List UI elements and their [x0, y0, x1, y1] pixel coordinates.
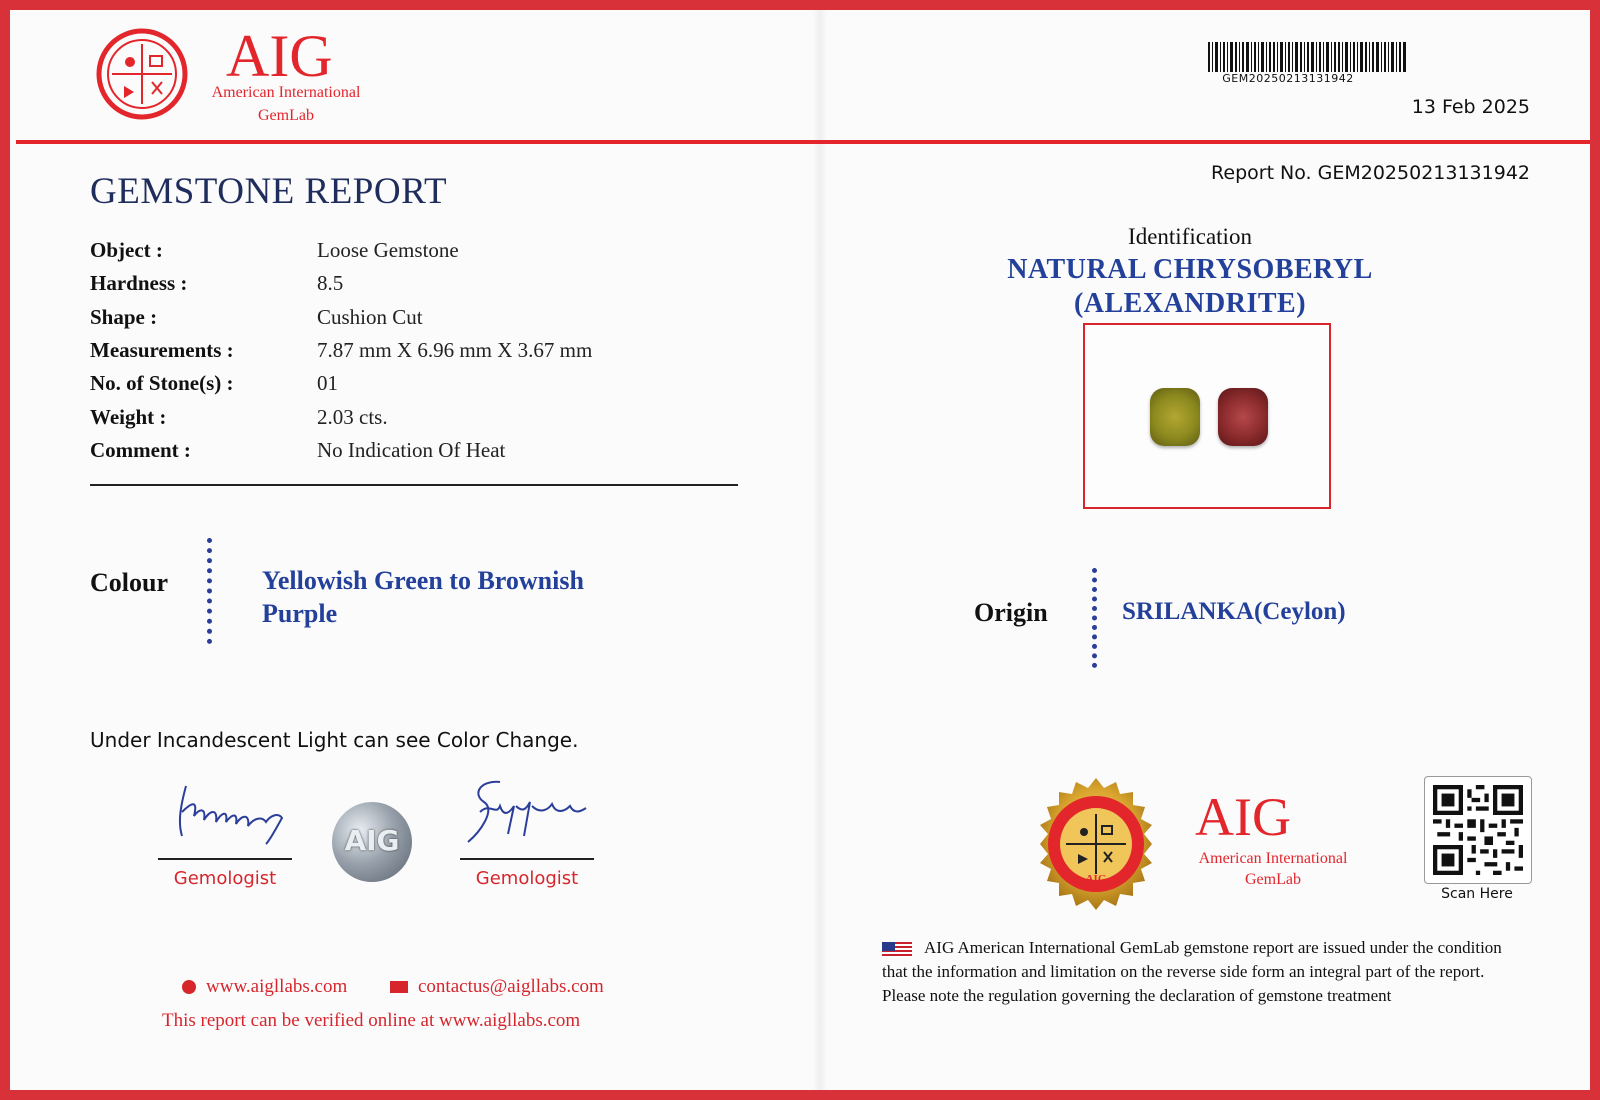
origin-value: SRILANKA(Ceylon)	[1122, 598, 1346, 625]
barcode-bars-icon	[1208, 42, 1408, 72]
colour-value-line1: Yellowish Green to Brownish	[262, 566, 584, 595]
stone-photo-frame	[1083, 323, 1331, 509]
logo-name-line1-left: American International	[211, 84, 361, 101]
detail-label: Measurements :	[90, 338, 234, 362]
email-link[interactable]	[390, 976, 604, 1000]
logo-name-line2-left: GemLab	[258, 107, 314, 124]
detail-value: Cushion Cut	[317, 305, 423, 329]
detail-label: Shape :	[90, 305, 158, 329]
logo-name-line2-right: GemLab	[1245, 871, 1301, 888]
logo-letters-left: AIG	[226, 23, 333, 89]
colour-label: Colour	[90, 568, 168, 597]
detail-value: 01	[317, 371, 338, 395]
envelope-icon	[390, 981, 408, 993]
detail-row-comment	[90, 438, 690, 468]
origin-dotted-divider	[1092, 568, 1101, 668]
page-fold	[813, 10, 827, 1090]
report-date: 13 Feb 2025	[1411, 96, 1530, 118]
detail-value: 2.03 cts.	[317, 405, 388, 429]
report-number: Report No. GEM20250213131942	[1211, 162, 1530, 184]
signature-line-right	[460, 858, 594, 860]
detail-label: No. of Stone(s) :	[90, 371, 234, 395]
seal-icon	[1028, 776, 1164, 912]
detail-row-shape	[90, 305, 690, 335]
colour-value-line2: Purple	[262, 599, 338, 628]
details-divider	[90, 484, 738, 486]
stone-yellowish-green	[1150, 388, 1200, 446]
hologram-sticker	[332, 802, 412, 882]
color-change-note: Under Incandescent Light can see Color Change.	[90, 728, 579, 752]
detail-row-hardness	[90, 271, 690, 301]
header-divider	[16, 140, 1600, 144]
barcode	[1208, 42, 1408, 86]
page-title: GEMSTONE REPORT	[90, 171, 448, 212]
qr-code-box[interactable]	[1424, 776, 1532, 884]
origin-label: Origin	[974, 598, 1048, 627]
hologram-text: AIG	[344, 824, 400, 857]
detail-label: Weight :	[90, 405, 167, 429]
email-text: contactus@aigllabs.com	[418, 976, 604, 997]
signature-scribble-icon	[170, 778, 300, 848]
disclaimer-text: AIG American International GemLab gemstone report are issued under the condition that the information and limitation on the reverse side form an integral part of the report. Please note the regulation governing the declaration of gemstone treatment	[882, 938, 1502, 1005]
identification-label: Identification	[1128, 224, 1252, 249]
signature-line-left	[158, 858, 292, 860]
identification-line1: NATURAL CHRYSOBERYL	[1007, 254, 1373, 285]
website-link[interactable]	[182, 976, 347, 1000]
detail-value: 7.87 mm X 6.96 mm X 3.67 mm	[317, 338, 593, 362]
detail-label: Hardness :	[90, 271, 188, 295]
detail-row-stones	[90, 371, 690, 401]
detail-label: Comment :	[90, 438, 191, 462]
signature-left	[170, 778, 300, 848]
colour-dotted-divider	[207, 538, 216, 644]
aig-logo-left	[96, 28, 188, 120]
detail-label: Object :	[90, 238, 163, 262]
signature-scribble-icon	[460, 772, 590, 847]
detail-value: 8.5	[317, 271, 344, 295]
detail-row-object	[90, 238, 690, 268]
gold-seal	[1028, 776, 1164, 912]
qr-label: Scan Here	[1441, 886, 1513, 902]
logo-letters-right: AIG	[1195, 787, 1291, 847]
signature-right	[460, 772, 590, 847]
gemologist-label-left: Gemologist	[173, 868, 277, 889]
logo-name-line1-right: American International	[1198, 850, 1348, 867]
detail-value: No Indication Of Heat	[317, 438, 506, 462]
stone-brownish-purple	[1218, 388, 1268, 446]
detail-row-weight	[90, 405, 690, 435]
aig-emblem-icon	[96, 28, 188, 120]
qr-code-icon	[1433, 785, 1523, 875]
website-text: www.aigllabs.com	[206, 976, 348, 997]
globe-icon	[182, 980, 196, 994]
identification-line2: (ALEXANDRITE)	[1073, 288, 1307, 319]
gemologist-label-right: Gemologist	[475, 868, 579, 889]
detail-row-measurements	[90, 338, 690, 368]
detail-value: Loose Gemstone	[317, 238, 459, 262]
seal-bottom-text: AIG	[1085, 873, 1107, 885]
barcode-text: GEM20250213131942	[1222, 72, 1354, 85]
verify-note: This report can be verified online at www.aigllabs.com	[162, 1010, 581, 1031]
